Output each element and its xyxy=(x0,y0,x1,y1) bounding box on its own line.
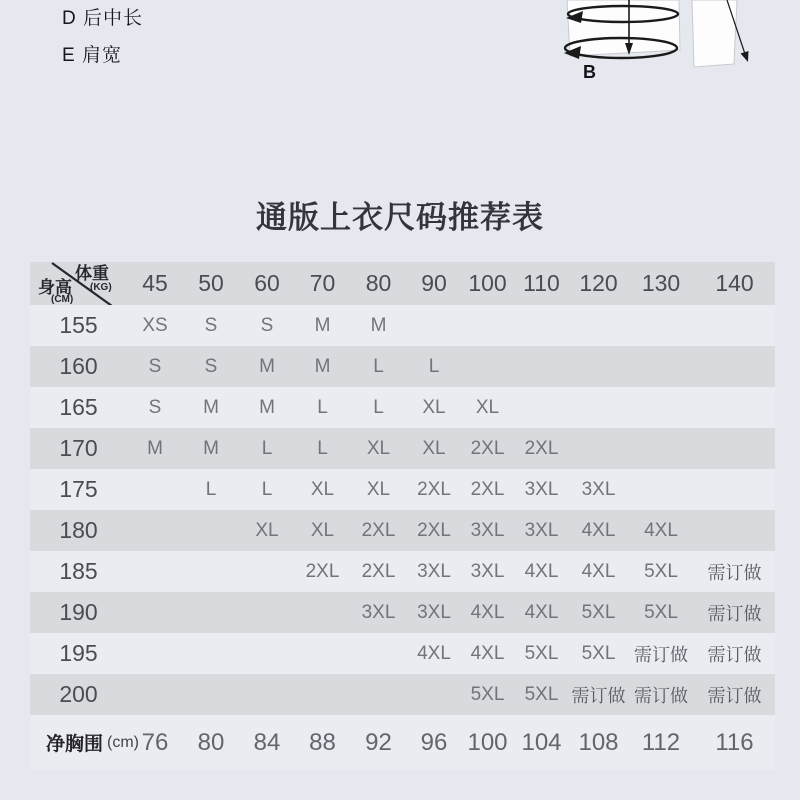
size-cell: XS xyxy=(142,314,168,336)
height-row-header: 190 xyxy=(59,599,98,625)
weight-column-header: 90 xyxy=(421,270,447,296)
weight-column-header: 80 xyxy=(365,270,392,296)
shoulder-width-label: E 肩宽 xyxy=(62,45,122,66)
table-row-180 xyxy=(30,510,775,551)
size-cell: 3XL xyxy=(417,601,451,623)
table-row-185 xyxy=(30,551,775,592)
size-cell: 4XL xyxy=(524,601,559,623)
size-cell: L xyxy=(317,437,328,459)
table-row-175 xyxy=(30,469,775,510)
size-cell: 需订做 xyxy=(707,685,762,706)
size-cell: XL xyxy=(422,437,446,459)
size-cell: 2XL xyxy=(305,560,340,582)
size-cell: M xyxy=(370,314,387,336)
size-cell: 2XL xyxy=(361,519,396,541)
chest-girth-value: 116 xyxy=(715,728,754,756)
size-cell: M xyxy=(259,355,275,377)
size-cell: 需订做 xyxy=(707,644,762,665)
size-cell: XL xyxy=(310,519,335,541)
size-cell: XL xyxy=(255,519,279,541)
size-cell: M xyxy=(314,355,331,377)
size-cell: 4XL xyxy=(470,642,505,664)
size-recommendation-table xyxy=(30,262,775,770)
size-cell: 4XL xyxy=(417,642,451,664)
size-cell: 4XL xyxy=(644,519,678,541)
size-cell: 5XL xyxy=(581,601,616,623)
table-row-165 xyxy=(30,387,775,428)
size-cell: 2XL xyxy=(417,519,451,541)
size-cell: L xyxy=(261,478,273,500)
size-cell: 需订做 xyxy=(707,603,762,624)
size-cell: M xyxy=(259,396,275,418)
size-cell: L xyxy=(428,355,440,377)
size-cell: XL xyxy=(310,478,335,500)
weight-axis-unit: (KG) xyxy=(90,282,112,293)
size-cell: XL xyxy=(366,478,391,500)
size-cell: 2XL xyxy=(470,478,505,500)
chest-girth-value: 100 xyxy=(467,728,508,756)
weight-column-header: 130 xyxy=(641,270,681,296)
size-cell: 3XL xyxy=(470,519,505,541)
size-cell: 4XL xyxy=(470,601,505,623)
size-cell: 5XL xyxy=(524,683,559,705)
chest-girth-value: 108 xyxy=(578,728,619,756)
size-cell: 5XL xyxy=(581,642,616,664)
weight-column-header: 60 xyxy=(254,270,280,296)
table-row-155 xyxy=(30,305,775,346)
size-cell: 5XL xyxy=(470,683,505,705)
size-cell: L xyxy=(373,396,384,418)
size-cell: M xyxy=(203,437,219,459)
back-length-label: D 后中长 xyxy=(62,8,144,29)
garment-measure-diagram xyxy=(540,0,800,92)
size-cell: M xyxy=(203,396,219,418)
table-row-195 xyxy=(30,633,775,674)
height-axis-unit: (CM) xyxy=(51,294,74,305)
size-cell: 4XL xyxy=(524,560,559,582)
size-cell: 3XL xyxy=(524,519,559,541)
size-cell: XL xyxy=(366,437,391,459)
table-body xyxy=(30,305,775,715)
size-cell: M xyxy=(314,314,331,336)
size-cell: S xyxy=(148,355,162,377)
height-row-header: 170 xyxy=(59,435,98,461)
table-header-row xyxy=(30,262,775,305)
table-row-190 xyxy=(30,592,775,633)
chest-girth-value: 84 xyxy=(253,728,281,756)
size-cell: 2XL xyxy=(470,437,505,459)
size-cell: 需订做 xyxy=(634,644,688,665)
size-cell: M xyxy=(147,437,163,459)
height-row-header: 155 xyxy=(59,312,98,338)
table-row-160 xyxy=(30,346,775,387)
size-cell: L xyxy=(373,355,384,377)
size-cell: S xyxy=(204,355,218,377)
chest-girth-value: 76 xyxy=(141,728,169,756)
height-row-header: 175 xyxy=(59,476,98,502)
height-axis-label: 身高 xyxy=(38,278,72,297)
chest-girth-value: 112 xyxy=(641,728,681,756)
size-cell: 2XL xyxy=(524,437,559,459)
height-row-header: 160 xyxy=(59,353,98,379)
weight-column-header: 110 xyxy=(523,270,560,296)
size-cell: L xyxy=(317,396,328,418)
weight-column-header: 70 xyxy=(309,270,336,296)
size-cell: 需订做 xyxy=(707,562,762,583)
weight-column-header: 140 xyxy=(715,270,754,296)
arrowhead-pointer xyxy=(741,51,749,62)
height-row-header: 185 xyxy=(59,558,98,584)
size-cell: L xyxy=(261,437,273,459)
size-cell: 需订做 xyxy=(571,685,626,706)
size-cell: 3XL xyxy=(417,560,451,582)
height-row-header: 200 xyxy=(59,681,98,707)
size-cell: XL xyxy=(475,396,500,418)
size-cell: 4XL xyxy=(581,560,616,582)
size-cell: S xyxy=(148,396,162,418)
table-row-170 xyxy=(30,428,775,469)
height-row-header: 165 xyxy=(59,394,98,420)
table-corner-cell xyxy=(30,262,127,305)
table-row-200 xyxy=(30,674,775,715)
chest-girth-row xyxy=(30,715,775,770)
chest-girth-value: 92 xyxy=(365,728,392,756)
size-cell: S xyxy=(204,314,218,336)
size-cell: 2XL xyxy=(361,560,396,582)
chest-girth-value: 104 xyxy=(521,728,562,756)
chest-girth-label-cell xyxy=(30,729,139,756)
weight-axis-label: 体重 xyxy=(75,264,109,283)
page-title: 通版上衣尺码推荐表 xyxy=(256,200,544,235)
size-cell: 5XL xyxy=(524,642,559,664)
chest-girth-value: 88 xyxy=(309,728,336,756)
chest-girth-value: 96 xyxy=(420,728,448,756)
chest-girth-unit: (cm) xyxy=(107,733,139,751)
size-cell: S xyxy=(260,314,274,336)
size-cell: L xyxy=(205,478,217,500)
chest-girth-label: 净胸围 xyxy=(46,734,104,755)
weight-column-header: 100 xyxy=(468,270,507,296)
size-cell: 4XL xyxy=(581,519,616,541)
weight-column-header: 45 xyxy=(142,270,168,296)
size-cell: XL xyxy=(422,396,446,418)
size-cell: 需订做 xyxy=(634,685,688,706)
size-cell: 5XL xyxy=(644,601,678,623)
chest-girth-value: 80 xyxy=(197,728,225,756)
weight-column-header: 50 xyxy=(198,270,224,296)
weight-column-header: 120 xyxy=(579,270,618,296)
size-cell: 2XL xyxy=(417,478,451,500)
height-row-header: 180 xyxy=(59,517,98,543)
size-cell: 5XL xyxy=(644,560,678,582)
size-cell: 3XL xyxy=(470,560,505,582)
size-cell: 3XL xyxy=(581,478,616,500)
b-measure-label: B xyxy=(583,62,596,82)
height-row-header: 195 xyxy=(59,640,98,666)
size-cell: 3XL xyxy=(524,478,559,500)
size-cell: 3XL xyxy=(361,601,396,623)
